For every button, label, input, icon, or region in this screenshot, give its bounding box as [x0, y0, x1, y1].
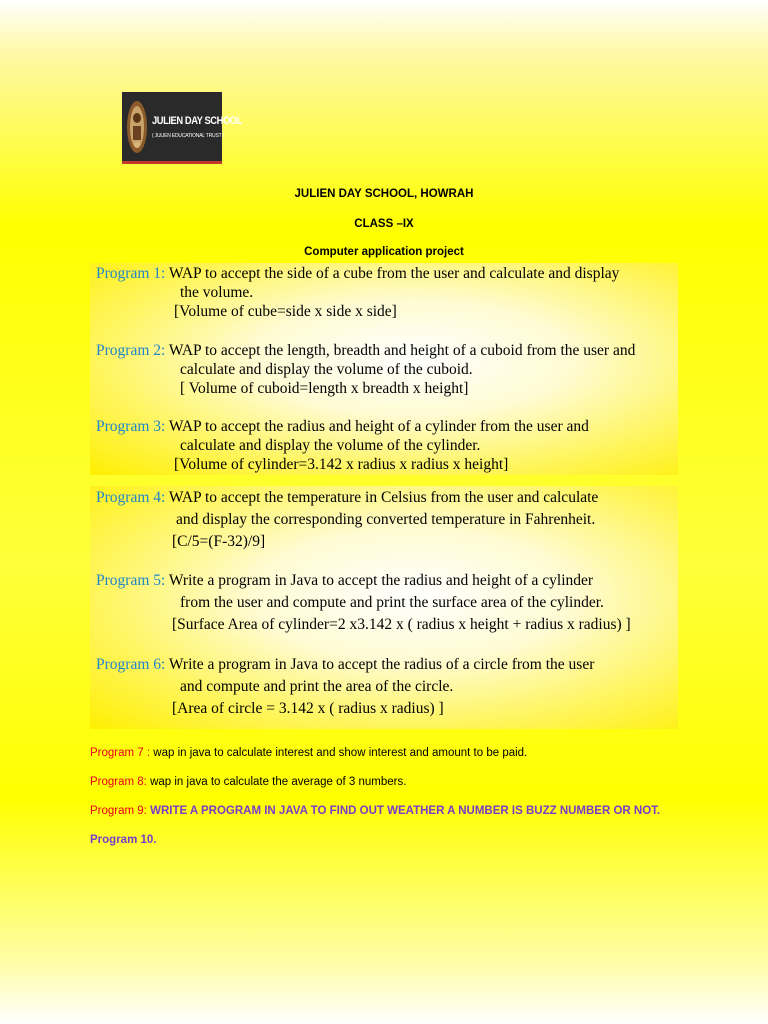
program-text: WAP to accept the temperature in Celsius from the user and calculate — [168, 489, 599, 506]
class-title: CLASS –IX — [354, 218, 414, 230]
school-name: JULIEN DAY SCHOOL, HOWRAH — [294, 188, 474, 200]
program-text: and compute and print the area of the circle. — [180, 678, 454, 695]
program-2 — [96, 341, 672, 398]
program-label: Program 9: — [90, 805, 147, 817]
program-text: wap in java to calculate the average of 3 numbers. — [146, 776, 407, 788]
program-label: Program 10. — [90, 834, 157, 846]
program-8 — [90, 776, 406, 788]
program-text: calculate and display the volume of the cylinder. — [180, 437, 481, 454]
program-label: Program 7 : — [90, 747, 151, 759]
program-formula: [Area of circle = 3.142 x ( radius x radius) ] — [172, 700, 444, 717]
program-label: Program 5: — [96, 572, 166, 589]
program-text: WAP to accept the length, breadth and height of a cuboid from the user and — [168, 342, 636, 359]
program-5 — [96, 570, 672, 636]
program-text: and display the corresponding converted temperature in Fahrenheit. — [176, 511, 596, 528]
program-3 — [96, 417, 672, 474]
program-text: calculate and display the volume of the cuboid. — [180, 361, 473, 378]
logo-title: JULIEN DAY SCHOOL — [152, 114, 242, 127]
program-label: Program 4: — [96, 489, 166, 506]
program-text: WRITE A PROGRAM IN JAVA TO FIND OUT WEATHER A NUMBER IS BUZZ NUMBER OR NOT. — [146, 805, 661, 817]
program-label: Program 3: — [96, 418, 166, 435]
program-text: WAP to accept the side of a cube from the user and calculate and display — [168, 265, 620, 282]
program-6 — [96, 654, 672, 720]
program-text: WAP to accept the radius and height of a cylinder from the user and — [168, 418, 589, 435]
program-label: Program 2: — [96, 342, 166, 359]
program-label: Program 8: — [90, 776, 147, 788]
program-10 — [90, 834, 156, 846]
program-text: Write a program in Java to accept the radius of a circle from the user — [168, 656, 595, 673]
program-panel-2 — [90, 486, 678, 729]
program-formula: [C/5=(F-32)/9] — [172, 533, 266, 550]
program-formula: [Surface Area of cylinder=2 x3.142 x ( radius x height + radius x radius) ] — [172, 616, 631, 633]
program-formula: [Volume of cylinder=3.142 x radius x radius x height] — [174, 456, 509, 473]
school-logo — [122, 92, 242, 164]
school-emblem-icon — [126, 98, 148, 156]
program-label: Program 1: — [96, 265, 166, 282]
program-text: from the user and compute and print the surface area of the cylinder. — [180, 594, 604, 611]
program-formula: [Volume of cube=side x side x side] — [174, 303, 397, 320]
program-panel-1 — [90, 263, 678, 475]
program-9 — [90, 805, 660, 817]
program-formula: [ Volume of cuboid=length x breadth x height] — [180, 380, 469, 397]
logo-subtitle: ( JULIEN EDUCATIONAL TRUST ) — [152, 132, 225, 139]
program-label: Program 6: — [96, 656, 166, 673]
program-7 — [90, 747, 527, 759]
program-4 — [96, 487, 672, 553]
project-title: Computer application project — [304, 246, 464, 258]
program-text: wap in java to calculate interest and show interest and amount to be paid. — [150, 747, 528, 759]
program-text: Write a program in Java to accept the radius and height of a cylinder — [168, 572, 594, 589]
program-text: the volume. — [180, 284, 254, 301]
program-1 — [96, 264, 672, 321]
